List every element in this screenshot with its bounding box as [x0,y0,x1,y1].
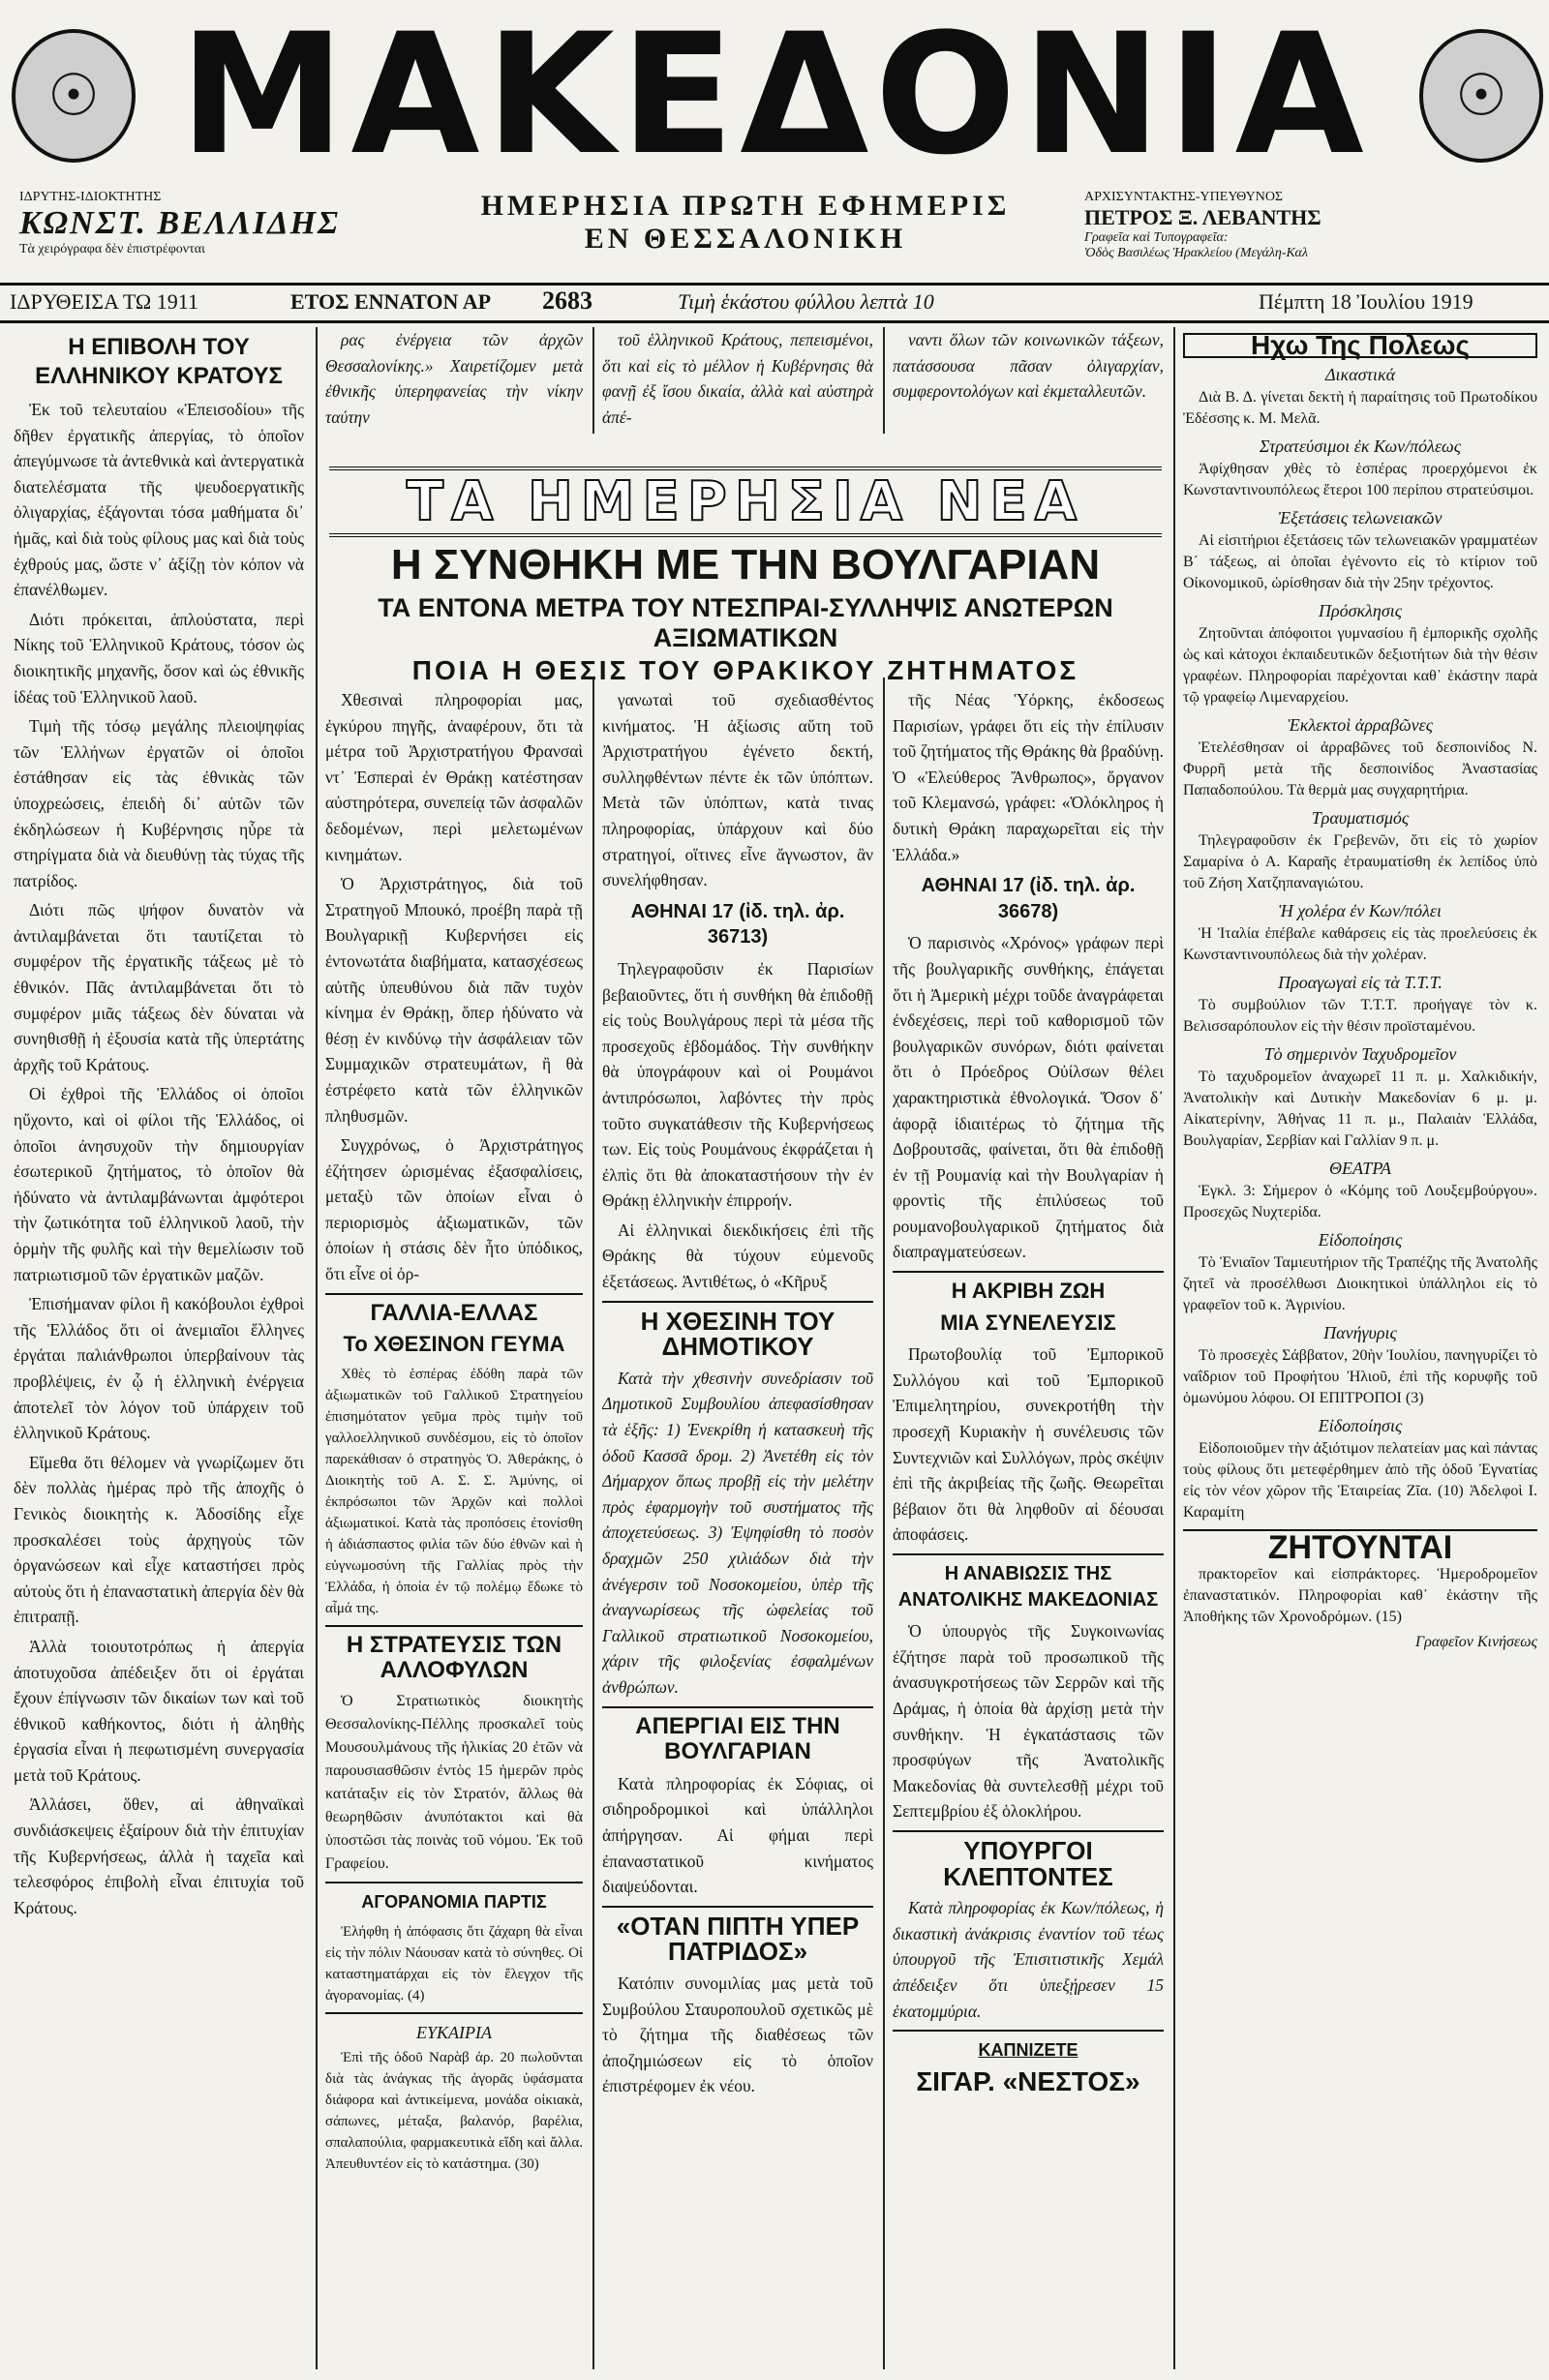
left-paragraph: Ἀλλὰ τοιουτοτρόπως ἡ ἀπεργία ἀποτυχοῦσα ἀπέδειξεν ὅτι οἱ ἐργάται ἔχουν ἐπίγνωσιν τῶν δικαίων των καὶ τοῦ ἐθνικοῦ καθήκοντος, διότι ἡ ἀληθὴς ἐργασία εἶναι ἡ πεφωτισμένη συνεργασία μετὰ τοῦ Κράτους. [14,1636,304,1785]
left-paragraph: Διότι πῶς ψήφον δυνατὸν νὰ ἀντιλαμβάνεται ὅτι ταυτίζεται τὸ συμφέρον τῆς ἐργατικῆς τάξεως μὲ τὸ ἐθνικόν. Πᾶς ἀντιλαμβάνεται ὅτι τὸ συμφέρον μιᾶς τάξεως δὲν δύναται νὰ συνηθισθῇ ἡ ἐξουσία κατὰ τῆς ὑπερτάτης ἀρχῆς τοῦ Κράτους. [14,900,304,1074]
item-heading: Τραυματισμός [1311,808,1410,828]
divider [602,1301,873,1303]
column-3 [602,687,873,2371]
daily-line1: ΗΜΕΡΗΣΙΑ ΠΡΩΤΗ ΕΦΗΜΕΡΙΣ [480,190,1011,222]
left-title: Η ΕΠΙΒΟΛΗ ΤΟΥ ΕΛΛΗΝΙΚΟΥ ΚΡΑΤΟΥΣ [35,334,283,389]
news-paragraph: Ὁ Ἀρχιστράτηγος, διὰ τοῦ Στρατηγοῦ Μπουκό, προέβη παρὰ τῇ Βουλγαρικῇ Κυβερνήσει εἰς ἐντονωτάτα διαβήματα, κατασχέσεως αὐτῆς ὑπευθύνου διὰ πᾶν τυχὸν κίνημα ἐν Θράκῃ, ὅπερ ἠδύνατο νὰ θέσῃ ἐν κινδύνῳ τὴν ἀσφάλειαν τῶν Συμμαχικῶν στρατευμάτων, ἢ θὰ ἐστρέφετο κατὰ τῶν ἑλληνικῶν πληθυσμῶν. [325,874,583,1126]
gallia-title: ΓΑΛΛΙΑ-ΕΛΛΑΣ [370,1299,538,1326]
divider [325,2012,583,2014]
patridos-title: «ΟΤΑΝ ΠΙΠΤΗ ΥΠΕΡ ΠΑΤΡΙΔΟΣ» [616,1911,860,1967]
item-heading: Τὸ σημερινὸν Ταχυδρομεῖον [1263,1044,1457,1064]
news-item [1183,436,1537,501]
news-item [1183,1229,1537,1316]
divider [325,1625,583,1627]
ypourgoi-title: ΥΠΟΥΡΓΟΙ ΚΛΕΠΤΟΝΤΕΣ [943,1835,1113,1891]
news-paragraph: Αἱ ἑλληνικαὶ διεκδικήσεις ἐπὶ τῆς Θράκης θὰ τύχουν εὐμενοῦς ἐξετάσεως. Ἀντιθέτως, ὁ «Κῆρυξ [602,1220,873,1292]
patridos-body: Κατόπιν συνομιλίας μας μετὰ τοῦ Συμβούλου Σταυροπουλοῦ σχετικῶς μὲ τὸ ζήτημα τῆς διαθέσεως τῶν ἀποζημιώσεων εἰς τὸ ὁποῖον ἐπιστρέφομεν ἐκ νέου. [602,1973,873,2096]
athens-dispatch-title: ΑΘΗΝΑΙ 17 (ἰδ. τηλ. ἀρ. 36713) [630,900,845,949]
agoranomia-body: Ἐλήφθη ἡ ἀπόφασις ὅτι ζάχαρη θὰ εἶναι εἰς τὴν πόλιν Νάουσαν κατὰ τὸ σύνηθες. Οἱ καταστηματάρχαι εἰς τὸν ἔλεγχον τῆς ἀγορανομίας. (4) [325,1923,583,2003]
item-heading: Δικαστικά [1324,365,1396,384]
divider [325,1293,583,1295]
item-text: Τὸ ταχυδρομεῖον ἀναχωρεῖ 11 π. μ. Χαλκιδικήν, Ἀνατολικὴν καὶ Δυτικὴν Μακεδονίαν 6 μ. μ. Αἰκατερίνην, Ἀθήνας 11 π. μ., Παλαιὰν Ἑλλάδα, Βουλγαρίαν, Σερβίαν καὶ Γαλλίαν 9 π. μ. [1183,1069,1537,1149]
masthead-subline [0,190,1549,296]
item-text: Ἡ Ἰταλία ἐπέβαλε καθάρσεις εἰς τὰς προελεύσεις ἐκ Κωνσταντινουπόλεως διὰ τὴν χολέραν. [1183,925,1537,963]
owner-name: ΚΩΝΣΤ. ΒΕΛΛΙΔΗΣ [19,205,341,241]
left-paragraph: Οἱ ἐχθροὶ τῆς Ἑλλάδος οἱ ὁποῖοι ηὔχοντο, καὶ οἱ φίλοι τῆς Ἑλλάδος, οἱ ὁποῖοι ἀνησυχοῦν τὴν δημιουργίαν ἐσωτερικοῦ ζητήματος, τὸ ὁποῖον θὰ ἠδύνατο νὰ ἀντιλαμβάνωνται ἀμφότεροι τὴν ζωτικότητα τοῦ ἑλληνικοῦ λαοῦ, τὴν ὁρμὴν τῆς φυλῆς καὶ τὴν θεμελίωσιν τοῦ πατριωτισμοῦ τῶν ἐργατικῶν μαζῶν. [14,1084,304,1284]
divider [893,2030,1164,2032]
item-heading: Στρατεύσιμοι ἐκ Κων/πόλεως [1259,437,1462,456]
item-text: Ἐγκλ. 3: Σήμερον ὁ «Κόμης τοῦ Λουξεμβούργου». Προσεχῶς Νυχτερίδα. [1183,1183,1537,1220]
item-text: Τηλεγραφοῦσιν ἐκ Γρεβενῶν, ὅτι εἰς τὸ χωρίον Σαμαρίνα ὁ Α. Καραῆς ἐτραυματίσθη ἐκ λεπίδος ὑπὸ τοῦ Ζήση Χατζηπαναγιώτου. [1183,832,1537,891]
news-item [1183,1158,1537,1223]
column-2 [325,687,583,2371]
banner [329,467,1162,686]
left-paragraph: Ἐκ τοῦ τελευταίου «Ἐπεισοδίου» τῆς δῆθεν ἐργατικῆς ἀπεργίας, τὸ ὁποῖον ἀπεγύμνωσε τὰ ἀντεθνικὰ καὶ ἀντεργατικὰ διατελέσματα τῆς ψευδοεργατικῆς ὀλιγαρχίας, ἐξάγονται τόσα μαθήματα δι᾽ ἡμᾶς, καὶ διὰ τοὺς φίλους μας καὶ διὰ τοὺς ἐχθρούς μας, ὥστε ν᾽ ἀξίζῃ τὸν κόπον νὰ ἐπανέλθωμεν. [14,400,304,600]
news-item [1183,364,1537,430]
divider [893,1553,1164,1555]
item-heading: Ἡ χολέρα ἐν Κων/πόλει [1279,901,1442,920]
item-heading: Εἰδοποίησις [1318,1230,1403,1250]
founded: ΙΔΡΥΘΕΙΣΑ ΤΩ 1911 [10,289,198,314]
apergia-title: ΑΠΕΡΓΙΑΙ ΕΙΣ ΤΗΝ ΒΟΥΛΓΑΡΙΑΝ [635,1712,840,1765]
medallion-right-icon: ☉ [1419,29,1543,163]
item-text: Τὸ προσεχὲς Σάββατον, 20ὴν Ἰουλίου, πανηγυρίζει τὸ ναΐδριον τοῦ Προφήτου Ἠλιοῦ, ἐπὶ τῆς κορυφῆς τοῦ ὁμωνύμου λόφου. ΟΙ ΕΠΙΤΡΟΠΟΙ (3) [1183,1347,1537,1406]
owner-label: ΙΔΡΥΤΗΣ-ΙΔΙΟΚΤΗΤΗΣ [19,190,162,204]
divider [602,1906,873,1908]
main-headline: Η ΣΥΝΘΗΚΗ ΜΕ ΤΗΝ ΒΟΥΛΓΑΡΙΑΝ [390,541,1101,588]
wanted-ad-title: ΖΗΤΟΥΝΤΑΙ [1267,1529,1453,1566]
manuscripts-note: Τὰ χειρόγραφα δὲν ἐπιστρέφονται [19,242,205,256]
item-text: Εἰδοποιοῦμεν τὴν ἀξιότιμον πελατείαν μας καὶ πάντας τοὺς φίλους ὅτι μετεφέρθημεν ἀπὸ τῆς ὁδοῦ Ἐγνατίας εἰς τὸν νέον χῶρον τῆς Ἑταιρείας Ζῖα. (10) Ἀδελφοὶ Ι. Καραμίτη [1183,1440,1537,1521]
stratevseis-title: Η ΣΤΡΑΤΕΥΣΙΣ ΤΩΝ ΑΛΛΟΦΥΛΩΝ [346,1631,562,1684]
left-paragraph: Διότι πρόκειται, ἁπλούστατα, περὶ Νίκης τοῦ Ἑλληνικοῦ Κράτους, τόσον ὡς διοικητικῆς μηχανῆς, ὅσον καὶ ὡς ἐθνικῆς ἰδέας τοῦ Ἑλληνικοῦ λαοῦ. [14,609,304,707]
editor-label: ΑΡΧΙΣΥΝΤΑΚΤΗΣ-ΥΠΕΥΘΥΝΟΣ [1084,190,1284,204]
daily-line2: ΕΝ ΘΕΣΣΑΛΟΝΙΚΗ [584,223,907,255]
divider [893,1830,1164,1832]
apergia-body: Κατὰ πληροφορίας ἐκ Σόφιας, οἱ σιδηροδρομικοὶ καὶ ὑπάλληλοι ἀπήργησαν. Αἱ φήμαι περὶ ἐπαναστατικοῦ κινήματος διαψεύδονται. [602,1773,873,1897]
price: Τιμὴ ἑκάστου φύλλου λεπτὰ 10 [678,289,934,314]
left-column [14,327,304,1924]
news-item [1183,507,1537,594]
item-text: Τὸ Ἑνιαῖον Ταμιευτήριον τῆς Τραπέζης τῆς Ἀνατολῆς ζητεῖ νὰ προσέλθωσι Διοικητικοὶ ὑπάλληλοι εἰς τὸ γραφεῖον τοῦ κ. Ἀγρινίου. [1183,1254,1537,1313]
news-paragraph: Τηλεγραφοῦσιν ἐκ Παρισίων βεβαιοῦντες, ὅτι ἡ συνθήκη θὰ ἐπιδοθῇ εἰς τοὺς Βουλγάρους περὶ τὰ μέσα τῆς προσεχοῦς ἑβδομάδος. Τὴν συνθήκην θὰ ὑπογράφουν καὶ οἱ Ρουμάνοι ἀντιπρόσωποι, λαβόντες τὴν πρὸς τοῦτο συγκατάθεσιν τῆς Κυβερνήσεως των. Εἰς τοὺς Ρουμάνους ἐκφράζεται ἡ ἐλπὶς ὅτι θὰ ἀποκαταστήσουν τὴν ἐν Θράκῃ ἑλληνικὴν ἐπιρροήν. [602,958,873,1211]
agoranomia-title: ΑΓΟΡΑΝΟΜΙΑ ΠΑΡΤΙΣ [361,1892,547,1913]
cigarette-ad: ΣΙΓΑΡ. «ΝΕΣΤΟΣ» [916,2065,1140,2096]
news-paragraph: Συγχρόνως, ὁ Ἀρχιστράτηγος ἐζήτησεν ὡρισμένας ἐξασφαλίσεις, μεταξὺ τῶν ὁποίων εἶναι ὁ περιορισμὸς ἀξιωματικῶν, τῶν ὁποίων ἡ στάσις δὲν ἦτο ὑπόδικος, ὅτι εἶνε οἱ ὀρ- [325,1135,583,1284]
ypourgoi-body: Κατὰ πληροφορίας ἐκ Κων/πόλεως, ἡ δικαστικὴ ἀνάκρισις ἐναντίον τοῦ τέως ὑπουργοῦ τῆς Ἐπισιτιστικῆς Χεμάλ ἀπέδειξεν ὅτι ὑπεξῄρεσεν 15 ἑκατομμύρια. [893,1898,1164,2021]
issue-number: 2683 [542,286,592,315]
item-heading: Προαγωγαὶ εἰς τὰ Τ.Τ.Τ. [1278,973,1443,992]
news-item [1183,1043,1537,1152]
column-rule [883,327,885,434]
dimotiko-body: Κατὰ τὴν χθεσινὴν συνεδρίασιν τοῦ Δημοτικοῦ Συμβουλίου ἀπεφασίσθησαν τὰ ἑξῆς: 1) Ἐνεκρίθη ἡ κατασκευὴ τῆς ὁδοῦ Κασσᾶ δρομ. 2) Ἀνετέθη εἰς τὸν Δήμαρχον ὅπως προβῇ εἰς τὴν μελέτην πρὸς ἐφαρμογὴν τοῦ συστήματος τῆς ἀποχετεύσεως. 3) Ἐψηφίσθη τὸ ποσὸν δραχμῶν 250 χιλιάδων διὰ τὴν ἀνέγερσιν τοῦ Νοσοκομείου, ὑπὲρ τῆς ἀναγνωρίσεως τῆς ὠφελείας τοῦ Γαλλικοῦ στρατιωτικοῦ Νοσοκομείου, χάριν τῆς φιλοξενίας ἐσφαλμένων ἀνθρώπων. [602,1368,873,1697]
column-rule [592,678,594,2369]
column-rule [592,327,594,434]
anavioseis-title: Η ΑΝΑΒΙΩΣΙΣ ΤΗΣ ΑΝΑΤΟΛΙΚΗΣ ΜΑΚΕΔΟΝΙΑΣ [897,1563,1159,1611]
column-rule [1173,327,1175,2369]
sunelefsis-subtitle: ΜΙΑ ΣΥΝΕΛΕΥΣΙΣ [940,1310,1116,1335]
athens-dispatch-title: ΑΘΗΝΑΙ 17 (ἰδ. τηλ. ἀρ. 36678) [921,875,1136,922]
column-4 [893,687,1164,2371]
news-paragraph: Χθεσιναὶ πληροφορίαι μας, ἐγκύρου πηγῆς, ἀναφέρουν, ὅτι τὰ μέτρα τοῦ Ἀρχιστρατήγου Φρανσαὶ ντ᾽ Ἐσπεραὶ ἐν Θράκῃ κατέστησαν αὐστηρότερα, συνεπείᾳ τῶν ἀσφαλῶν δεδομένων, περὶ μελετωμένων κινημάτων. [325,690,583,864]
column-rule [883,678,885,2369]
item-text: Αἱ εἰσιτήριοι ἐξετάσεις τῶν τελωνειακῶν γραμματέων Β΄ τάξεως, αἱ ὁποῖαι ἐγένοντο εἰς τὸ κτίριον τοῦ Οἰκονομικοῦ, ὡρίσθησαν διὰ τὴν 25ην τρέχοντος. [1183,532,1537,591]
offices-line2: Ὁδὸς Βασιλέως Ἡρακλείου (Μεγάλη-Καλ [1084,246,1308,260]
left-paragraph: Ἐπισήμαναν φίλοι ἢ κακόβουλοι ἐχθροὶ τῆς Ἑλλάδος ὅτι οἱ ἀνεμιαῖοι ἕλληνες ἐργάται παλιάνθρωποι ὑπερβαίνουν τὰς προβλέψεις, ἐν ᾧ ἡ ἑλληνικὴ ἐνέργεια ἀποτελεῖ τὸν λόγον τοῦ ὑπάρχειν τοῦ ἑλληνικοῦ Κράτους. [14,1294,304,1443]
medallion-left-icon: ☉ [12,29,136,163]
sunelefsis-body: Πρωτοβουλίᾳ τοῦ Ἐμπορικοῦ Συλλόγου καὶ τοῦ Ἐμπορικοῦ Ἐπιμελητηρίου, συνεκροτήθη τὴν προσεχῆ Κυριακὴν ἡ συνέλευσις τῶν Συντεχνιῶν καὶ Συλλόγων, πρὸς σκέψιν ἐπὶ τῆς ἀκριβείας τῆς ζωῆς. Θεωρεῖται βέβαιον ὅτι θὰ ληφθοῦν αἱ δέουσαι ἀποφάσεις. [893,1344,1164,1545]
ekkrisi-body: Ἐπὶ τῆς ὁδοῦ Ναρὰβ ἀρ. 20 πωλοῦνται διὰ τὰς ἀνάγκας τῆς ἀγορᾶς ὑφάσματα διάφορα καὶ ἀντικείμενα, μονάδα οἰκιακὰ, σάπωνες, μέταξα, βαλανόρ, βαρέλια, σπαλαπούλια, φαρμακευτικὰ εἴδη καὶ ἄλλα. Ἀπευθυντέον εἰς τὸ κατάστημα. (30) [325,2050,583,2173]
masthead [0,0,1549,192]
ekkrisi-title: ΕΥΚΑΙΡΙΑ [416,2022,492,2042]
divider [893,1271,1164,1273]
news-item [1183,1415,1537,1523]
dimotiko-title: Η ΧΘΕΣΙΝΗ ΤΟΥ ΔΗΜΟΤΙΚΟΥ [640,1306,835,1362]
strip-text: τοῦ ἑλληνικοῦ Κράτους, πεπεισμένοι, ὅτι καὶ εἰς τὸ μέλλον ἡ Κυβέρνησις θὰ φανῇ ἐξ ἴσου δικαία, ἀλλὰ καὶ αὐστηρὰ ἀπέ- [602,330,873,427]
left-paragraph: Εἴμεθα ὅτι θέλομεν νὰ γνωρίζωμεν ὅτι δὲν πολλὰς ἡμέρας πρὸ τῆς ἀποχῆς ὁ Γενικὸς διοικητὴς κ. Ἀδοσίδης εἶχε προσκαλέσει τοὺς ἀρχηγοὺς τῶν ὀργανώσεων καὶ εἶχε καταστήσει πρὸς αὐτοὺς ὅτι ἡ ἐπαναστατικὴ ἀπεργία δὲν θὰ ἐπιτραπῇ. [14,1452,304,1627]
section-title: ΤΑ ΗΜΕΡΗΣΙΑ ΝΕΑ [329,467,1162,537]
sunelefsis-title: Η ΑΚΡΙΒΗ ΖΩΗ [951,1279,1106,1304]
strip-col3 [602,327,873,434]
strip-col2 [325,327,583,434]
anavioseis-body: Ὁ ὑπουργὸς τῆς Συγκοινωνίας ἐζήτησε παρὰ τοῦ προσωπικοῦ τῆς ἀνασυγκροτήσεως τῶν Σερρῶν καὶ τῆς Δράμας, ἡ ὁποία θὰ ἀρχίσῃ μετὰ τὴν συνθήκην. Ἡ ἐγκατάστασις τῶν προσφύγων τῆς Ἀνατολικῆς Μακεδονίας θὰ συντελεσθῇ μέχρι τοῦ Σεπτεμβρίου ἐξ ὁλοκλήρου. [893,1621,1164,1822]
item-heading: Πρόσκλησις [1318,601,1403,620]
year-no: ΕΤΟΣ ΕΝΝΑΤΟΝ ΑΡ [290,289,492,314]
news-item [1183,807,1537,894]
newspaper-title: ΜΑΚΕΔΟΝΙΑ [179,0,1370,192]
news-paragraph: Ὁ παρισινὸς «Χρόνος» γράφων περὶ τῆς βουλγαρικῆς συνθήκης, ἐπάγεται ὅτι ἡ Ἀμερικὴ μέχρι τοῦδε ἀναγράφεται ἐνδεχέσεις, περὶ τοῦ καθορισμοῦ τῶν βουλγαρικῶν συνόρων, διότι φαίνεται ὅτι ὁ Πρόεδρος Οὐίλσων θέλει χαρακτηριστικὰ ἐθνολογικά. Ὅσον δ᾽ ἀφορᾷ ἰδιαιτέρως τὸ ζήτημα τῆς Δοβρουτσᾶς, φαίνεται, ὅτι θὰ ἐπιδοθῇ ἐν τῇ Ρουμανίᾳ καὶ τὴν Βουλγαρίαν ἡ φροντὶς τῆς ἐπιλύσεως τοῦ ρουμανοβουλγαρικοῦ ζητήματος διὰ διαπραγματεύσεων. [893,933,1164,1262]
item-text: Διὰ Β. Δ. γίνεται δεκτὴ ἡ παραίτησις τοῦ Πρωτοδίκου Ἐδέσσης κ. Μ. Μελᾶ. [1183,389,1537,427]
news-item [1183,900,1537,966]
stratevseis-body: Ὁ Στρατιωτικὸς διοικητὴς Θεσσαλονίκης-Πέλλης προσκαλεῖ τοὺς Μουσουλμάνους τῆς ἡλικίας 20 ἐτῶν νὰ παρουσιασθῶσιν ἐντὸς 15 ἡμερῶν πρὸς κατάταξιν εἰς τὸν Στρατόν, ἄλλως θὰ θεωρηθῶσιν ἀνυπότακτοι καὶ θὰ ὑποστῶσι τὰς ποινὰς τοῦ νόμου. Ἐκ τοῦ Γραφείου. [325,1693,583,1873]
offices-line1: Γραφεῖα καὶ Τυπογραφεῖα: [1084,230,1229,245]
item-text: Ἐτελέσθησαν οἱ ἀρραβῶνες τοῦ δεσποινίδος Ν. Φυρρῆ μετὰ τῆς δεσποινίδος Ἀναστασίας Παπαδοπούλου. Τὰ θερμὰ μας συγχαρητήρια. [1183,739,1537,798]
news-item [1183,600,1537,708]
item-heading: Ἐξετάσεις τελωνειακῶν [1278,508,1443,527]
sub-headline-2: ΠΟΙΑ Η ΘΕΣΙΣ ΤΟΥ ΘΡΑΚΙΚΟΥ ΖΗΤΗΜΑΤΟΣ [411,655,1079,685]
sub-headline: ΤΑ ΕΝΤΟΝΑ ΜΕΤΡΑ ΤΟΥ ΝΤΕΣΠΡΑΙ-ΣΥΛΛΗΨΙΣ ΑΝΩΤΕΡΩΝ ΑΞΙΩΜΑΤΙΚΩΝ [378,593,1113,652]
column-rule [316,327,318,2369]
right-column [1183,327,1537,2369]
strip-col4 [893,327,1164,408]
editor-name: ΠΕΤΡΟΣ Ξ. ΛΕΒΑΝΤΗΣ [1084,205,1321,229]
left-paragraph: Τιμὴ τῆς τόσῳ μεγάλης πλειοψηφίας τῶν Ἑλλήνων ἐργατῶν οἱ ὁποῖοι ἐστάθησαν εἰς τὰς ἐθνικὰς τῶν ὑποχρεώσεις, ἐπειδὴ δι᾽ αὐτῶν τῶν ἐκδηλώσεων ἡ Κυβέρνησις ηὗρε τὰ στηρίγματα διὰ νὰ διευθύνῃ τὰς τύχας τῆς πατρίδος. [14,716,304,890]
wanted-ad-footer: Γραφεῖον Κινήσεως [1414,1634,1537,1650]
divider [602,1706,873,1708]
news-item [1183,972,1537,1038]
dateline [0,283,1549,323]
ad-label: ΚΑΠΝΙΖΕΤΕ [978,2040,1078,2061]
item-heading: Εἰδοποίησις [1318,1416,1403,1435]
news-item [1183,1322,1537,1409]
date: Πέμπτη 18 Ἰουλίου 1919 [1259,289,1473,314]
divider [325,1882,583,1883]
item-heading: Ἐκλεκτοὶ ἀρραβῶνες [1287,715,1434,735]
item-text: Τὸ συμβούλιον τῶν Τ.Τ.Τ. προήγαγε τὸν κ. Βελισσαρόπουλον εἰς τὴν θέσιν προϊσταμένου. [1183,997,1537,1035]
news-paragraph: γανωταὶ τοῦ σχεδιασθέντος κινήματος. Ἡ ἀξίωσις αὕτη τοῦ Ἀρχιστρατήγου ἐγένετο δεκτή, συλληφθέντων πέντε ἐκ τῶν ὑπόπτων. Μετὰ τῶν ὑπόπτων, κατὰ τινας πληροφορίας, ὑπάρχουν καὶ δύο στρατηγοί, οἵτινες εἶνε ἄγνωστον, ἂν συνελήφθησαν. [602,690,873,890]
news-paragraph: τῆς Νέας Ὑόρκης, ἐκδοσεως Παρισίων, γράφει ὅτι εἰς τὴν ἐπίλυσιν τοῦ ζητήματος τῆς Θράκης θὰ βραδύνῃ. Ὁ «Ἐλεύθερος Ἄνθρωπος», ὄργανον τοῦ Κλεμανσώ, γράφει: «Ὁλόκληρος ἡ δυτικὴ Θράκη παραχωρεῖται εἰς τὴν Ἑλλάδα.» [893,690,1164,864]
left-paragraph: Ἀλλάσει, ὅθεν, αἱ ἀθηναϊκαὶ συνδιάσκεψεις ἐξαίρουν διὰ τὴν ἐπιτυχίαν τῆς Κυβερνήσεως, ἀλλὰ ἡ ταχεῖα καὶ τελεσφόρος ἐπιβολὴ εἶναι ἐπιτυχία τοῦ Κράτους. [14,1794,304,1917]
item-text: Ἀφίχθησαν χθὲς τὸ ἑσπέρας προερχόμενοι ἐκ Κωνσταντινουπόλεως ἔτεροι 100 περίπου στρατεύσιμοι. [1183,461,1537,498]
gallia-subtitle: Το ΧΘΕΣΙΝΟΝ ΓΕΥΜΑ [343,1332,565,1357]
news-item [1183,714,1537,801]
strip-text: ναντι ὅλων τῶν κοινωνικῶν τάξεων, πατάσσουσα πᾶσαν ὀλιγαρχίαν, συμφεροντολόγων καὶ ἐκμεταλλευτῶν. [893,330,1164,402]
item-heading: ΘΕΑΤΡΑ [1328,1159,1392,1178]
item-text: Ζητοῦνται ἀπόφοιτοι γυμνασίου ἢ ἐμπορικῆς σχολῆς ὡς καὶ κάτοχοι ἐκπαιδευτικῶν δεξιοτήτων διὰ τὴν θέσιν γραφέων. Πληροφορίαι παρέχονται καθ᾽ ἑκάστην παρὰ τῷ γραφείῳ Λιμεναρχείου. [1183,625,1537,706]
item-heading: Πανήγυρις [1323,1323,1397,1342]
wanted-ad-body: πρακτορεῖον καὶ εἰσπράκτορες. Ἡμεροδρομεῖον ἐπαναστατικόν. Πληροφορίαι καθ᾽ ἑκάστην τῆς Ἀποθήκης τῶν Χρονοδρόμων. (15) [1183,1566,1537,1625]
right-title: Ηχω Της Πολεως [1183,333,1537,358]
gallia-body: Χθὲς τὸ ἑσπέρας ἐδόθη παρὰ τῶν ἀξιωματικῶν τοῦ Γαλλικοῦ Στρατηγείου ἐπισημότατον γεῦμα πρὸς τιμὴν τοῦ γαλλοελληνικοῦ συνδέσμου, εἰς τὸ ὁποῖον παρεκάθισαν ὁ στρατηγὸς Ὀ. Ἀθεράκης, ὁ Διοικητὴς τοῦ Α. Σ. Σ. Ἀμύνης, οἱ ἐκπρόσωποι τῶν Ἀρχῶν καὶ πολλοὶ ἀξιωματικοί. Κατὰ τὰς προπόσεις ἐτονίσθη ἡ ἀδιάσπαστος φιλία τῶν δύο ἐθνῶν καὶ ἡ εὐγνωμοσύνη τῆς Γαλλίας πρὸς τὴν Ἑλλάδα, ἡ ὁποία ἐν τῷ πολέμῳ ἔδωκε τὸ αἷμά της. [325,1366,583,1616]
strip-text: ρας ἐνέργεια τῶν ἀρχῶν Θεσσαλονίκης.» Χαιρετίζομεν μετὰ ἐθνικῆς ὑπερηφανείας τὴν νίκην ταύτην [325,330,583,427]
